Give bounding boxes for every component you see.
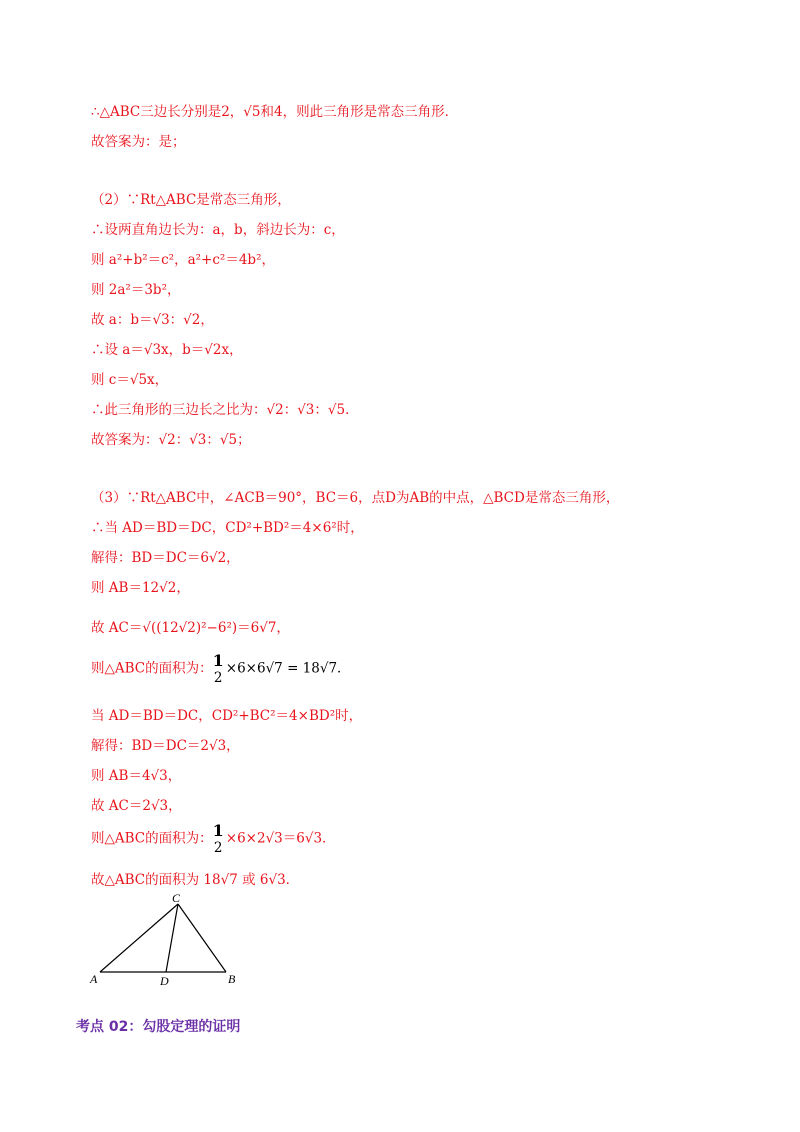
text-line: 故 a：b＝√3：√2， [91,312,214,328]
text-line: 故答案为：是； [91,134,186,150]
fraction-denominator: 2 [213,840,223,856]
text-line: 故 AC＝√((12√2)²−6²)＝6√7， [91,620,290,636]
conclusion-line: 故△ABC的面积为 18√7 或 6√3． [91,872,300,888]
fraction-numerator: 1 [212,651,224,670]
text-line: 故答案为：√2：√3：√5； [91,432,251,448]
text-line: ∴△ABC三边长分别是2，√5和4，则此三角形是常态三角形． [91,104,459,120]
text-line: ∴此三角形的三边长之比为：√2：√3：√5． [91,402,359,418]
fraction [213,652,224,686]
fraction-numerator: 1 [212,821,224,840]
text-line: 解得：BD＝DC＝2√3， [91,738,240,754]
text-line: 则 c＝√5x， [91,372,169,388]
label-b: B [228,972,236,986]
text-line: ∴设两直角边长为：a，b，斜边长为：c， [91,222,345,238]
area-expression: ×6×2√3＝6√3． [225,830,336,847]
segment-ac [100,904,178,972]
text-line: 则 a²+b²＝c²，a²+c²＝4b²， [91,252,275,268]
area-prefix: 则△ABC的面积为： [91,660,213,677]
section-heading: 考点 02：勾股定理的证明 [76,1019,241,1035]
segment-cb [178,904,226,972]
text-line: 当 AD＝BD＝DC，CD²+BC²＝4×BD²时， [91,708,363,724]
fraction [213,822,224,856]
text-line: ∴当 AD＝BD＝DC，CD²+BD²＝4×6²时， [91,520,364,536]
area-line-2 [91,822,336,856]
text-line: 则 2a²＝3b²， [91,282,181,298]
area-line-1 [91,652,351,686]
text-line: 故 AC＝2√3， [91,798,182,814]
segment-cd [166,904,178,972]
area-expression: ×6×6√7 = 18√7． [225,660,351,677]
triangle-figure [86,888,246,988]
label-d: D [160,974,169,988]
text-line: ∴设 a＝√3x，b＝√2x， [91,342,243,358]
text-line: （3）∵Rt△ABC中，∠ACB＝90°，BC＝6，点D为AB的中点，△BCD是常态三角形， [91,490,620,506]
text-line: 解得：BD＝DC＝6√2， [91,550,240,566]
label-a: A [90,972,98,986]
text-line: （2）∵Rt△ABC是常态三角形， [91,192,291,208]
area-prefix: 则△ABC的面积为： [91,830,213,847]
text-line: 则 AB＝12√2， [91,580,190,596]
text-line: 则 AB＝4√3， [91,768,182,784]
label-c: C [172,891,181,905]
fraction-denominator: 2 [213,670,223,686]
